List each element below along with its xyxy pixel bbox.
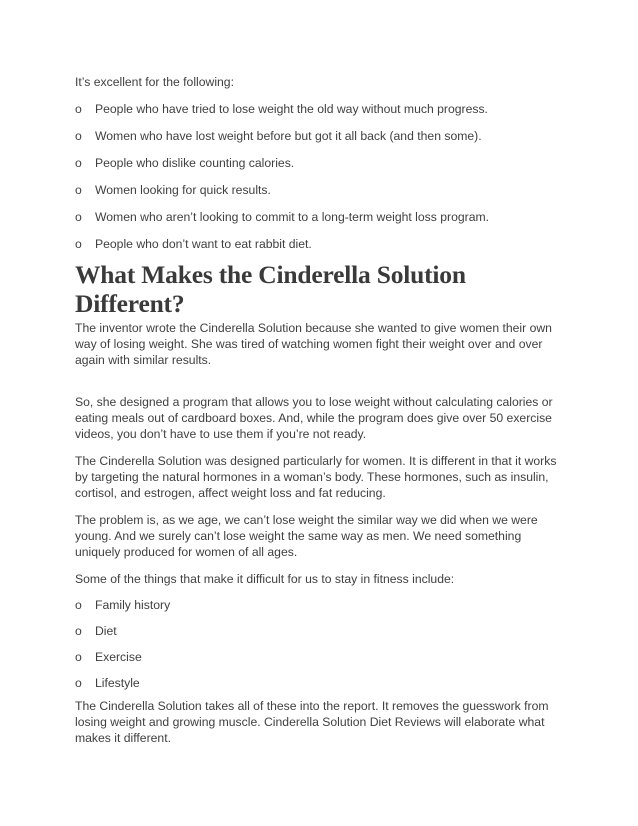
list-item <box>75 236 565 252</box>
paragraph-aging: The problem is, as we age, we can’t lose weight the similar way we did when we were young. And we surely can’t lose weight the same way as men. We need something uniquely produced for women of all ages. <box>75 513 538 559</box>
list-item <box>75 675 565 691</box>
paragraph-hormones: The Cinderella Solution was designed particularly for women. It is different in that it works by targeting the natural hormones in a woman’s body. These hormones, such as insulin, cortisol, and estrogen, affect weight loss and fat reducing. <box>75 454 557 500</box>
bullet-marker: o <box>75 650 82 664</box>
list-item <box>75 182 565 198</box>
list-item-text: Women who aren’t looking to commit to a long-term weight loss program. <box>95 210 490 224</box>
list-item-text: People who don’t want to eat rabbit diet. <box>95 237 312 251</box>
list-item-text: Family history <box>95 598 171 612</box>
bullet-marker: o <box>75 156 82 170</box>
paragraph-program: So, she designed a program that allows you to lose weight without calculating calories or eating meals out of cardboard boxes. And, while the program does give over 50 exercise videos, you don’t have to use them if you’re not ready. <box>75 395 553 441</box>
list-item <box>75 101 565 117</box>
intro-text: It’s excellent for the following: <box>75 75 234 89</box>
list-item-text: Diet <box>95 624 117 638</box>
suitability-list <box>75 101 565 252</box>
bullet-marker: o <box>75 598 82 612</box>
bullet-marker: o <box>75 624 82 638</box>
list-item-text: Lifestyle <box>95 676 140 690</box>
list-item <box>75 155 565 171</box>
list-item <box>75 209 565 225</box>
list-item <box>75 597 565 613</box>
bullet-marker: o <box>75 210 82 224</box>
paragraph-difficulties: Some of the things that make it difficult for us to stay in fitness include: <box>75 572 455 586</box>
list-item-text: Women who have lost weight before but got it all back (and then some). <box>95 129 482 143</box>
bullet-marker: o <box>75 183 82 197</box>
list-item <box>75 128 565 144</box>
bullet-marker: o <box>75 676 82 690</box>
list-item-text: Women looking for quick results. <box>95 183 271 197</box>
list-item <box>75 623 565 639</box>
bullet-marker: o <box>75 237 82 251</box>
list-item-text: People who dislike counting calories. <box>95 156 295 170</box>
paragraph-inventor: The inventor wrote the Cinderella Solution because she wanted to give women their own way of losing weight. She was tired of watching women fight their weight over and over again with similar results. <box>75 321 552 367</box>
section-heading: What Makes the Cinderella Solution Different? <box>75 260 466 318</box>
factors-list <box>75 597 565 691</box>
list-item <box>75 649 565 665</box>
list-item-text: People who have tried to lose weight the old way without much progress. <box>95 102 488 116</box>
paragraph-closing: The Cinderella Solution takes all of these into the report. It removes the guesswork from losing weight and growing muscle. Cinderella Solution Diet Reviews will elaborate what makes it different. <box>75 699 549 745</box>
list-item-text: Exercise <box>95 650 142 664</box>
bullet-marker: o <box>75 129 82 143</box>
document-page <box>75 74 565 746</box>
bullet-marker: o <box>75 102 82 116</box>
